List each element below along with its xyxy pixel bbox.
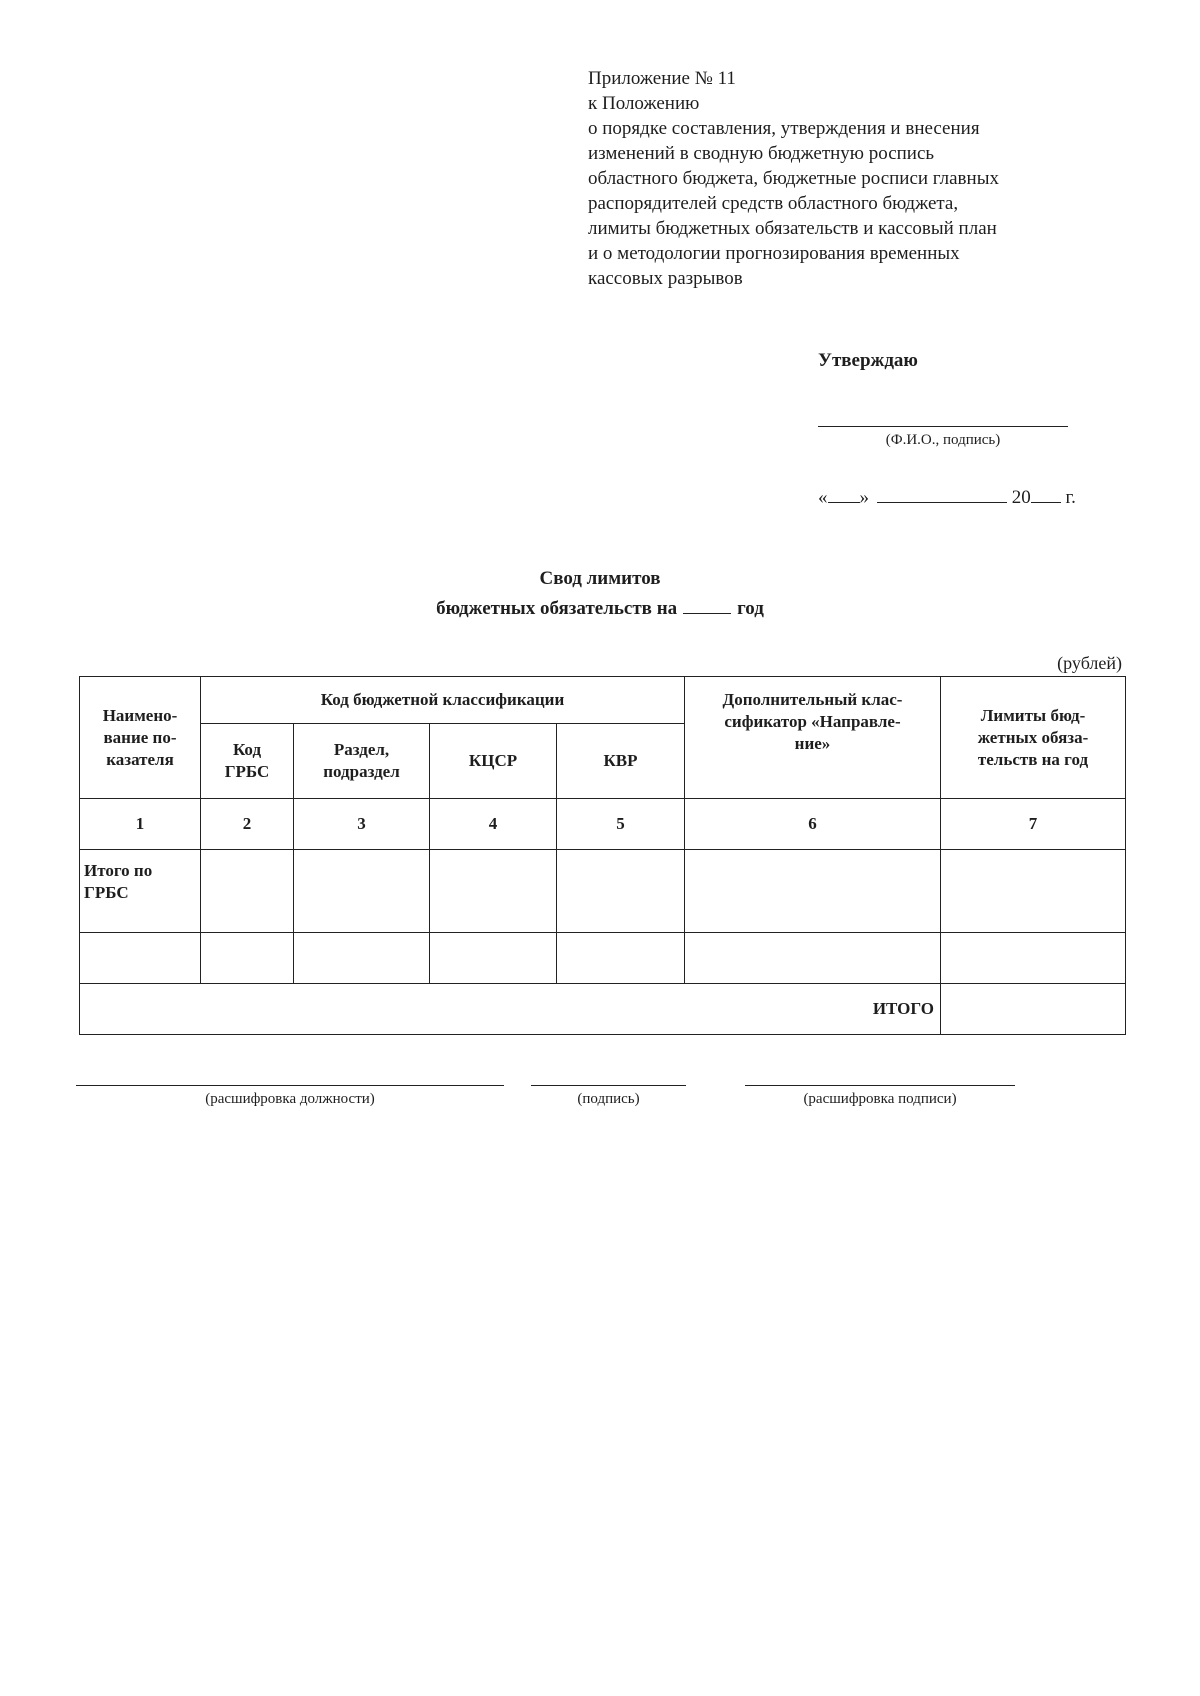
signature-line[interactable]	[531, 1085, 686, 1086]
header-additional-classifier: Дополнительный клас- сификатор «Направле- ние»	[685, 677, 941, 799]
approval-signature-caption: (Ф.И.О., подпись)	[885, 432, 1001, 448]
grand-total-label: ИТОГО	[80, 984, 941, 1035]
table-row-grand-total	[80, 984, 1126, 1035]
column-number: 5	[557, 799, 685, 850]
table-cell[interactable]	[557, 850, 685, 933]
grand-total-value[interactable]	[941, 984, 1126, 1035]
table-row-grbs-total	[80, 850, 1126, 933]
subtitle-year-blank[interactable]	[683, 597, 731, 614]
appendix-line: Приложение № 11	[588, 68, 736, 89]
decoding-signature-line[interactable]	[745, 1085, 1015, 1086]
table-cell[interactable]	[430, 933, 557, 984]
approval-date	[818, 486, 1076, 509]
appendix-line: областного бюджета, бюджетные росписи главных	[588, 168, 999, 189]
table-cell[interactable]	[557, 933, 685, 984]
approval-title: Утверждаю	[818, 350, 918, 371]
grbs-total-label: Итого по ГРБС	[80, 850, 201, 933]
signature-caption: (подпись)	[577, 1091, 640, 1107]
header-budget-classification: Код бюджетной классификации	[201, 677, 685, 724]
date-day-blank[interactable]	[828, 486, 860, 503]
subtitle-year-word: год	[737, 598, 764, 619]
column-number: 1	[80, 799, 201, 850]
approval-signature-line[interactable]	[818, 426, 1068, 427]
table-cell[interactable]	[294, 933, 430, 984]
table-cell[interactable]	[430, 850, 557, 933]
position-signature-line[interactable]	[76, 1085, 504, 1086]
appendix-line: распорядителей средств областного бюджета,	[588, 193, 959, 214]
column-number: 4	[430, 799, 557, 850]
document-title: Свод лимитов	[539, 568, 661, 589]
date-century: 20	[1011, 487, 1031, 508]
table-cell[interactable]	[201, 933, 294, 984]
document-subtitle	[0, 597, 1200, 620]
column-number: 6	[685, 799, 941, 850]
date-month-blank[interactable]	[877, 486, 1007, 503]
date-open-quote: «	[818, 487, 828, 508]
appendix-header	[588, 66, 1128, 291]
column-number: 7	[941, 799, 1126, 850]
column-number: 2	[201, 799, 294, 850]
table-cell[interactable]	[941, 933, 1126, 984]
appendix-line: лимиты бюджетных обязательств и кассовый план	[588, 218, 997, 239]
header-indicator-name: Наимено- вание по- казателя	[80, 677, 201, 799]
header-kcsr: КЦСР	[430, 724, 557, 799]
table-cell[interactable]	[80, 933, 201, 984]
appendix-line: и о методологии прогнозирования временных	[588, 243, 960, 264]
table-cell[interactable]	[941, 850, 1126, 933]
limits-table	[79, 676, 1126, 1035]
column-number: 3	[294, 799, 430, 850]
header-section: Раздел, подраздел	[294, 724, 430, 799]
units-label: (рублей)	[1057, 653, 1122, 673]
decoding-caption: (расшифровка подписи)	[803, 1091, 957, 1107]
header-limits: Лимиты бюд- жетных обяза- тельств на год	[941, 677, 1126, 799]
position-caption: (расшифровка должности)	[205, 1091, 375, 1107]
table-cell[interactable]	[685, 933, 941, 984]
header-grbs-code: Код ГРБС	[201, 724, 294, 799]
subtitle-text: бюджетных обязательств на	[436, 598, 678, 619]
column-number-row	[80, 799, 1126, 850]
table-cell[interactable]	[201, 850, 294, 933]
table-cell[interactable]	[294, 850, 430, 933]
appendix-line: изменений в сводную бюджетную роспись	[588, 143, 935, 164]
appendix-line: о порядке составления, утверждения и внесения	[588, 118, 980, 139]
appendix-line: кассовых разрывов	[588, 268, 743, 289]
date-close-quote: »	[859, 487, 869, 508]
table-cell[interactable]	[685, 850, 941, 933]
appendix-line: к Положению	[588, 93, 700, 114]
header-kvr: КВР	[557, 724, 685, 799]
table-row	[80, 933, 1126, 984]
date-year-suffix: г.	[1065, 487, 1076, 508]
date-year-blank[interactable]	[1031, 486, 1061, 503]
